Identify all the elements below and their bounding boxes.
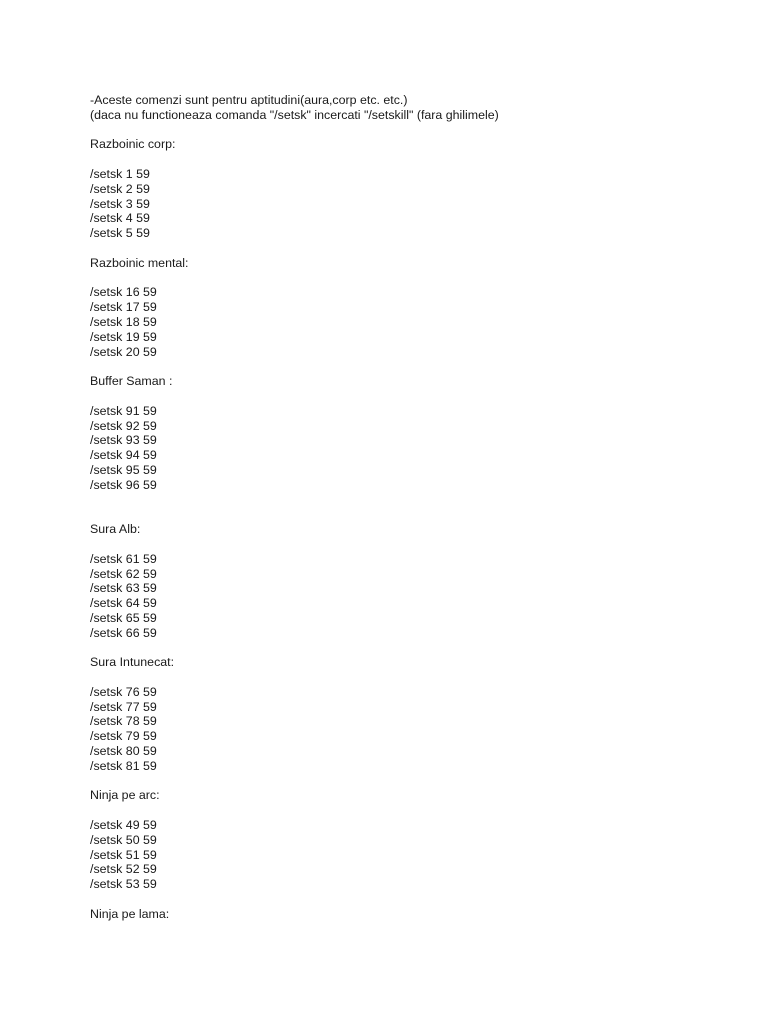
command-line: /setsk 61 59: [90, 551, 157, 566]
command-line: /setsk 3 59: [90, 196, 150, 211]
intro-line: (daca nu functioneaza comanda "/setsk" incercati "/setskill" (fara ghilimele): [90, 107, 499, 122]
command-line: /setsk 94 59: [90, 448, 157, 463]
command-line: /setsk 19 59: [90, 329, 157, 344]
command-line: /setsk 77 59: [90, 699, 157, 714]
section-razboinic-mental: [90, 256, 730, 360]
section-title: Sura Intunecat:: [90, 655, 175, 670]
command-line: /setsk 62 59: [90, 566, 157, 581]
command-line: /setsk 64 59: [90, 596, 157, 611]
command-line: /setsk 79 59: [90, 729, 157, 744]
command-line: /setsk 17 59: [90, 300, 157, 315]
command-line: /setsk 20 59: [90, 344, 157, 359]
command-line: /setsk 96 59: [90, 477, 157, 492]
intro-line: -Aceste comenzi sunt pentru aptitudini(aura,corp etc. etc.): [90, 93, 408, 107]
section-ninja-pe-lama: [90, 907, 730, 922]
command-line: /setsk 49 59: [90, 818, 157, 833]
command-line: /setsk 91 59: [90, 403, 157, 418]
command-line: /setsk 81 59: [90, 758, 157, 773]
section-ninja-pe-arc: [90, 788, 730, 892]
command-line: /setsk 2 59: [90, 181, 150, 196]
command-line: /setsk 80 59: [90, 744, 157, 759]
section-title: Ninja pe lama:: [90, 906, 170, 921]
section-buffer-saman: [90, 374, 730, 492]
command-line: /setsk 76 59: [90, 684, 157, 699]
section-title: Ninja pe arc:: [90, 788, 160, 803]
command-line: /setsk 4 59: [90, 211, 150, 226]
intro-block: [90, 93, 730, 123]
command-line: /setsk 65 59: [90, 610, 157, 625]
command-line: /setsk 1 59: [90, 166, 150, 181]
section-razboinic-corp: [90, 137, 730, 241]
section-title: Sura Alb:: [90, 522, 141, 537]
document-page: [90, 93, 730, 936]
command-line: /setsk 95 59: [90, 462, 157, 477]
command-line: /setsk 93 59: [90, 433, 157, 448]
command-line: /setsk 50 59: [90, 832, 157, 847]
section-title: Razboinic mental:: [90, 255, 189, 270]
command-line: /setsk 92 59: [90, 418, 157, 433]
command-line: /setsk 18 59: [90, 314, 157, 329]
command-line: /setsk 53 59: [90, 877, 157, 892]
section-title: Buffer Saman :: [90, 374, 173, 389]
section-sura-alb: [90, 522, 730, 640]
command-line: /setsk 5 59: [90, 226, 150, 241]
command-line: /setsk 78 59: [90, 714, 157, 729]
command-line: /setsk 52 59: [90, 862, 157, 877]
command-line: /setsk 16 59: [90, 285, 157, 300]
command-line: /setsk 63 59: [90, 581, 157, 596]
command-line: /setsk 66 59: [90, 625, 157, 640]
section-sura-intunecat: [90, 655, 730, 773]
section-title: Razboinic corp:: [90, 137, 176, 152]
command-line: /setsk 51 59: [90, 847, 157, 862]
